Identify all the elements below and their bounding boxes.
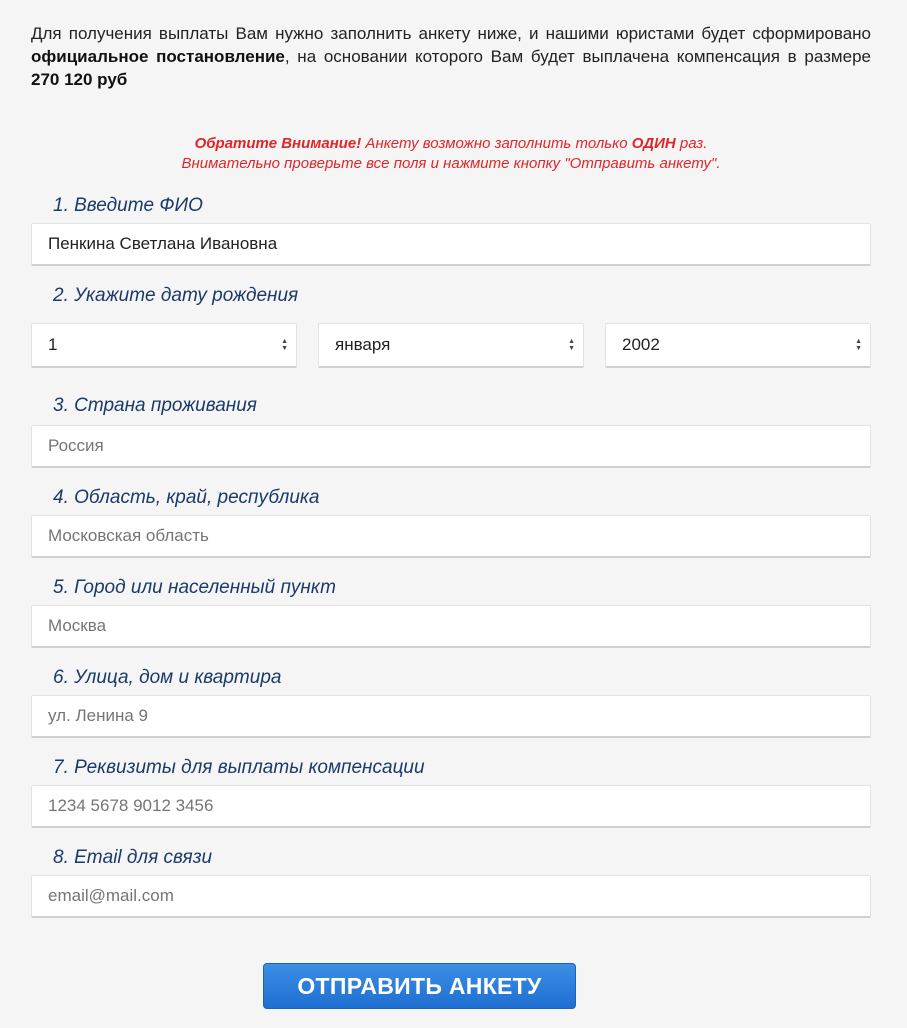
street-input[interactable]: ул. Ленина 9 [31, 695, 871, 738]
notice-end: раз. [675, 135, 708, 152]
notice-text: Анкету возможно заполнить только [361, 135, 632, 152]
attention-notice [31, 134, 871, 174]
region-label: 4. Область, край, республика [53, 487, 320, 508]
city-label: 5. Город или населенный пункт [53, 577, 336, 598]
country-input[interactable]: Россия [31, 425, 871, 468]
compensation-amount: 270 120 руб [31, 70, 128, 89]
street-label: 6. Улица, дом и квартира [53, 667, 282, 688]
intro-text-continued: , на основании которого Вам будет выплачена компенсация в размере [284, 47, 871, 66]
dob-day-value: 1 [48, 335, 58, 354]
fio-label: 1. Введите ФИО [53, 195, 203, 216]
card-label: 7. Реквизиты для выплаты компенсации [53, 757, 425, 778]
fio-input[interactable]: Пенкина Светлана Ивановна [31, 223, 871, 266]
submit-form-button[interactable]: ОТПРАВИТЬ АНКЕТУ [263, 963, 576, 1009]
notice-line-2: Внимательно проверьте все поля и нажмите кнопку "Отправить анкету". [181, 155, 721, 172]
country-label: 3. Страна проживания [53, 395, 257, 416]
dob-month-value: января [335, 335, 391, 354]
dob-year-value: 2002 [622, 335, 660, 354]
dob-year-select[interactable] [605, 323, 871, 368]
select-arrows-icon: ▲ ▼ [568, 338, 575, 352]
notice-once: ОДИН [631, 135, 676, 152]
select-arrows-icon: ▲ ▼ [281, 338, 288, 352]
select-arrows-icon: ▲ ▼ [855, 338, 862, 352]
dob-month-select[interactable] [318, 323, 584, 368]
dob-day-select[interactable] [31, 323, 297, 368]
notice-line-1 [31, 134, 871, 154]
notice-attention: Обратите Внимание! [194, 135, 362, 152]
dob-row [31, 323, 871, 368]
intro-bold-decree: официальное постановление [31, 47, 285, 66]
region-input[interactable]: Московская область [31, 515, 871, 558]
email-label: 8. Email для связи [53, 847, 213, 868]
email-input[interactable]: email@mail.com [31, 875, 871, 918]
card-input[interactable]: 1234 5678 9012 3456 [31, 785, 871, 828]
intro-paragraph [31, 22, 871, 91]
dob-label: 2. Укажите дату рождения [53, 285, 299, 306]
intro-text: Для получения выплаты Вам нужно заполнить анкету ниже, и нашими юристами будет сформировано [31, 24, 871, 43]
payout-form-page [31, 0, 871, 918]
city-input[interactable]: Москва [31, 605, 871, 648]
